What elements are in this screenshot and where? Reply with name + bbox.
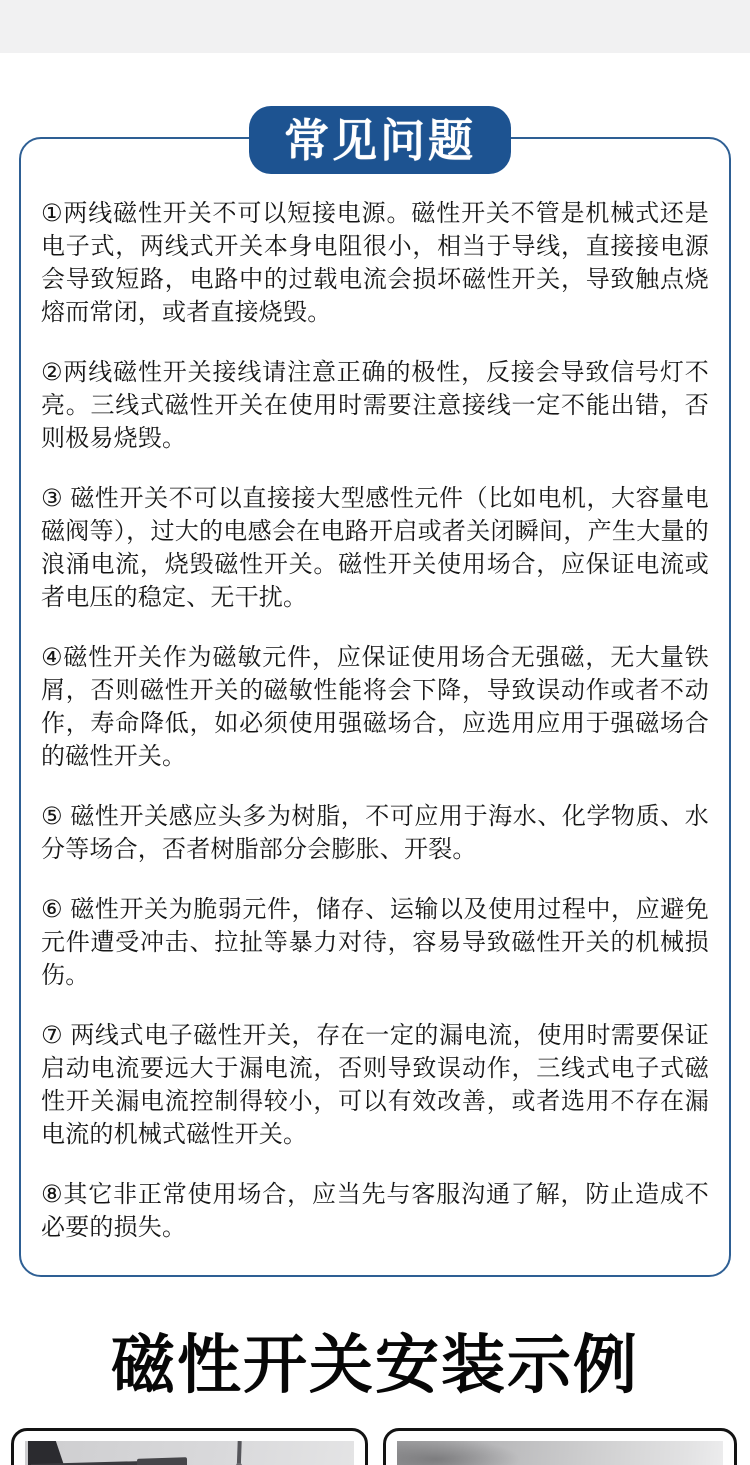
photo-dark-plate-shape xyxy=(28,1441,76,1465)
photo-wedge-shape xyxy=(137,1457,187,1465)
faq-title: 常见问题 xyxy=(283,114,476,166)
faq-item-3: ③ 磁性开关不可以直接接大型感性元件（比如电机，大容量电磁阀等），过大的电感会在电路开启或者关闭瞬间，产生大量的浪涌电流，烧毁磁性开关。磁性开关使用场合，应保证电流或者电压的稳定、无干扰。 xyxy=(41,485,709,611)
faq-item-1: ①两线磁性开关不可以短接电源。磁性开关不管是机械式还是电子式，两线式开关本身电阻很小，相当于导线，直接接电源会导致短路，电路中的过载电流会损坏磁性开关，导致触点烧熔而常闭，或者直接烧毁。 xyxy=(41,200,709,326)
faq-item-8: ⑧其它非正常使用场合，应当先与客服沟通了解，防止造成不必要的损失。 xyxy=(41,1181,709,1241)
install-example-card-right xyxy=(383,1428,737,1465)
photo-rod-shape xyxy=(236,1441,241,1465)
faq-item-7: ⑦ 两线式电子磁性开关，存在一定的漏电流，使用时需要保证启动电流要远大于漏电流，否则导致误动作，三线式电子式磁性开关漏电流控制得较小，可以有效改善，或者选用不存在漏电流的机械式磁性开关。 xyxy=(41,1022,709,1148)
cylinder-installation-photo-right xyxy=(397,1441,723,1465)
top-gray-strip xyxy=(0,0,750,53)
faq-item-2: ②两线磁性开关接线请注意正确的极性，反接会导致信号灯不亮。三线式磁性开关在使用时需要注意接线一定不能出错，否则极易烧毁。 xyxy=(41,359,709,452)
faq-item-4: ④磁性开关作为磁敏元件，应保证使用场合无强磁，无大量铁屑，否则磁性开关的磁敏性能将会下降，导致误动作或者不动作，寿命降低，如必须使用强磁场合，应选用应用于强磁场合的磁性开关。 xyxy=(41,644,709,770)
install-examples-heading: 磁性开关安装示例 xyxy=(111,1329,639,1401)
cylinder-installation-photo-left xyxy=(25,1441,354,1465)
install-example-card-left xyxy=(11,1428,368,1465)
faq-title-badge xyxy=(249,106,511,174)
faq-item-6: ⑥ 磁性开关为脆弱元件，储存、运输以及使用过程中，应避免元件遭受冲击、拉扯等暴力对待，容易导致磁性开关的机械损伤。 xyxy=(41,896,709,989)
faq-item-5: ⑤ 磁性开关感应头多为树脂，不可应用于海水、化学物质、水分等场合，否者树脂部分会膨胀、开裂。 xyxy=(41,803,709,863)
faq-card xyxy=(19,137,731,1277)
